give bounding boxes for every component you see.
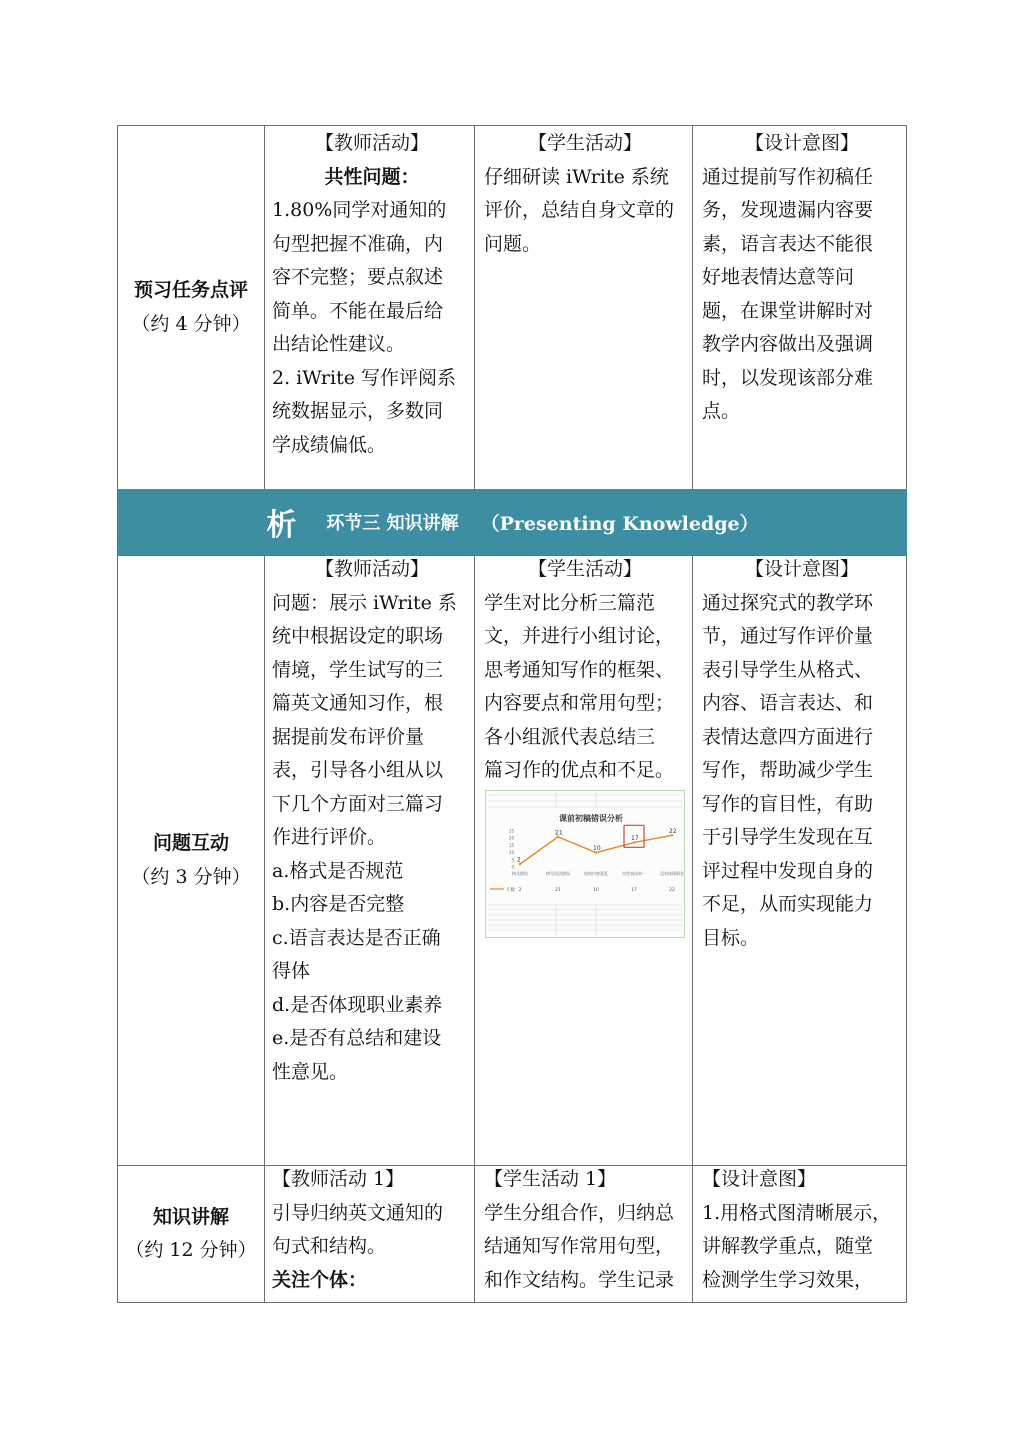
column-divider xyxy=(474,125,475,489)
text-line: 点。 xyxy=(702,400,741,422)
text-line: 结通知写作常用句型， xyxy=(484,1235,675,1257)
text-line: 通过提前写作初稿任 xyxy=(702,165,874,188)
text-line: 评价，总结自身文章的 xyxy=(484,199,675,221)
text-line: 表，引导各小组从以 xyxy=(272,759,444,781)
text-line: 各小组派代表总结三 xyxy=(484,725,656,748)
stage-duration: （约 4 分钟） xyxy=(131,312,251,335)
student-activity-header: 【学生活动 1】 xyxy=(484,1168,617,1190)
text-line: 素，语言表达不能很 xyxy=(702,232,874,255)
text-line: 1.用格式图清晰展示， xyxy=(702,1201,892,1224)
text-line: 问题：展示 iWrite 系 xyxy=(272,591,457,614)
teacher-activity-cell xyxy=(272,127,472,462)
column-divider xyxy=(692,555,693,1303)
text-line: 好地表情达意等问 xyxy=(702,266,855,288)
text-line: 讲解教学重点，随堂 xyxy=(702,1235,874,1257)
text-line: 不足，从而实现能力 xyxy=(702,893,874,915)
text-line: 题，在课堂讲解时对 xyxy=(702,299,874,322)
error-analysis-chart-image xyxy=(485,790,685,938)
text-line: 内容、语言表达、和 xyxy=(702,692,874,714)
text-line: 仔细研读 iWrite 系统 xyxy=(484,165,669,188)
column-divider xyxy=(264,125,265,489)
x-tick-label: 拼写语法错误 xyxy=(546,871,570,876)
student-activity-cell xyxy=(484,553,686,788)
text-line: 据提前发布评价量 xyxy=(272,725,425,748)
text-line: 教学内容做出及强调 xyxy=(702,333,874,355)
y-tick-label: 15 xyxy=(508,842,514,848)
y-tick-label: 10 xyxy=(508,850,514,856)
column-divider xyxy=(264,555,265,1303)
text-line: 出结论性建议。 xyxy=(272,333,406,355)
teacher-activity-cell xyxy=(272,1163,472,1297)
stage-name: 预习任务点评 xyxy=(133,279,248,301)
data-table-value: 21 xyxy=(555,888,561,893)
teacher-activity-header: 【教师活动 1】 xyxy=(272,1168,405,1190)
text-line: 统中根据设定的职场 xyxy=(272,625,444,647)
data-table-value: 17 xyxy=(631,888,637,893)
text-line: 性意见。 xyxy=(272,1060,349,1083)
text-line: 文，并进行小组讨论， xyxy=(484,625,675,647)
column-divider xyxy=(692,125,693,489)
text-line: 学生分组合作，归纳总 xyxy=(484,1201,675,1224)
text-line: 目标。 xyxy=(702,926,760,949)
student-activity-cell xyxy=(484,127,686,261)
text-line: e.是否有总结和建设 xyxy=(272,1027,442,1049)
data-label: 10 xyxy=(593,845,601,853)
data-label: 22 xyxy=(669,827,677,835)
text-line: 内容要点和常用句型； xyxy=(484,692,675,714)
text-line: 节，通过写作评价量 xyxy=(702,625,874,647)
y-tick-label: 5 xyxy=(511,857,514,863)
table-border-bottom xyxy=(117,1302,907,1303)
text-line: 学生对比分析三篇范 xyxy=(484,591,656,614)
text-line: 和作文结构。学生记录 xyxy=(484,1268,675,1291)
text-line: 思考通知写作的框架、 xyxy=(484,658,675,681)
text-line: 检测学生学习效果， xyxy=(702,1268,874,1291)
text-line: 时，以发现该部分难 xyxy=(702,366,874,389)
text-line: 1.80%同学对通知的 xyxy=(272,199,447,221)
column-divider xyxy=(906,125,907,1303)
text-line: 篇习作的优点和不足。 xyxy=(484,759,675,781)
text-line: 下几个方面对三篇习 xyxy=(272,792,444,815)
row-label-knowledge-explanation xyxy=(118,1166,264,1302)
text-line: 问题。 xyxy=(484,232,542,255)
design-intent-cell xyxy=(702,1163,902,1297)
stage-name: 知识讲解 xyxy=(152,1205,229,1228)
banner-english-title: （Presenting Knowledge） xyxy=(480,512,759,535)
student-activity-header: 【学生活动】 xyxy=(527,132,642,154)
student-activity-header: 【学生活动】 xyxy=(527,558,642,580)
stage-duration: （约 3 分钟） xyxy=(131,865,251,888)
design-intent-header: 【设计意图】 xyxy=(744,558,859,580)
stage-duration: （约 12 分钟） xyxy=(125,1239,257,1261)
design-intent-cell xyxy=(702,553,902,955)
text-line: 写作，帮助减少学生 xyxy=(702,759,874,781)
text-line: b.内容是否完整 xyxy=(272,893,405,915)
text-line: 作进行评价。 xyxy=(272,826,387,848)
legend-label: 人数 xyxy=(506,888,515,893)
data-table-value: 2 xyxy=(518,888,522,893)
text-line: 表引导学生从格式、 xyxy=(702,658,874,681)
column-divider xyxy=(474,555,475,1303)
text-line: 评过程中发现自身的 xyxy=(702,859,874,882)
banner-character: 析 xyxy=(266,508,297,543)
text-line: 情境，学生试写的三 xyxy=(272,658,444,681)
data-table-value: 10 xyxy=(593,888,599,893)
text-line: 统数据显示，多数同 xyxy=(272,400,444,422)
data-label: 17 xyxy=(631,835,639,843)
design-intent-header: 【设计意图】 xyxy=(702,1168,817,1190)
text-line: a.格式是否规范 xyxy=(272,859,404,882)
student-activity-cell xyxy=(484,1163,686,1297)
text-line: c.语言表达是否正确 xyxy=(272,926,441,949)
data-table-value: 22 xyxy=(669,888,675,893)
teacher-activity-header: 【教师活动】 xyxy=(314,132,429,154)
text-line: 务，发现遗漏内容要 xyxy=(702,199,874,221)
x-tick-label: 格式错误 xyxy=(512,871,528,876)
chart-title: 课前初稿错误分析 xyxy=(559,814,623,823)
text-line: d.是否体现职业素养 xyxy=(272,993,443,1016)
text-line: 篇英文通知习作，根 xyxy=(272,692,444,714)
text-line: 引导归纳英文通知的 xyxy=(272,1201,444,1224)
row-label-preview-review xyxy=(118,126,264,489)
text-line: 通过探究式的教学环 xyxy=(702,591,874,614)
data-label: 21 xyxy=(555,829,563,837)
section-banner xyxy=(118,489,907,555)
x-tick-label: 没有体现职业 xyxy=(660,871,684,876)
text-line: 表情达意四方面进行 xyxy=(702,725,874,748)
text-line: 得体 xyxy=(272,960,311,982)
x-tick-label: 结构内容混乱 xyxy=(584,871,608,876)
y-tick-label: 25 xyxy=(508,828,514,834)
common-issues-heading: 共性问题： xyxy=(324,165,420,188)
stage-name: 问题互动 xyxy=(152,832,229,854)
error-analysis-chart xyxy=(486,791,684,937)
banner-title: 环节三 知识讲解 xyxy=(326,513,459,534)
text-line: 写作的盲目性，有助 xyxy=(702,792,874,815)
design-intent-header: 【设计意图】 xyxy=(744,132,859,154)
y-tick-label: 20 xyxy=(508,835,514,841)
text-line: 于引导学生发现在互 xyxy=(702,826,874,848)
x-tick-label: 句型表达单一 xyxy=(622,871,646,876)
y-tick-label: 0 xyxy=(511,864,514,870)
text-line: 句式和结构。 xyxy=(272,1235,387,1257)
row-label-question-interaction xyxy=(118,556,264,1165)
teacher-activity-header: 【教师活动】 xyxy=(314,558,429,580)
text-line: 2. iWrite 写作评阅系 xyxy=(272,366,456,389)
text-line: 简单。不能在最后给 xyxy=(272,299,444,322)
individual-focus-heading: 关注个体： xyxy=(272,1268,368,1291)
text-line: 句型把握不准确，内 xyxy=(272,232,444,255)
text-line: 学成绩偏低。 xyxy=(272,433,387,456)
design-intent-cell xyxy=(702,127,902,429)
teacher-activity-cell xyxy=(272,553,472,1089)
text-line: 容不完整；要点叙述 xyxy=(272,266,444,288)
data-label: 2 xyxy=(517,856,521,864)
